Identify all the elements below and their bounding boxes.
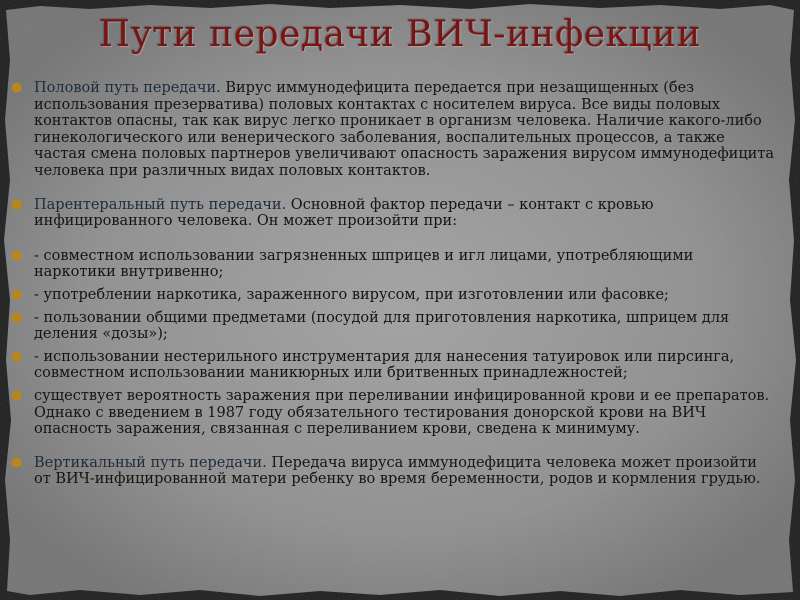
- item-text: - пользовании общими предметами (посудой для приготовления наркотика, шприцем для деления «дозы»);: [34, 309, 730, 343]
- slide-title: Пути передачи ВИЧ-инфекции: [98, 14, 702, 55]
- list-item: [11, 80, 774, 180]
- list-item: [11, 309, 774, 343]
- list-item: [11, 196, 774, 230]
- bullet-list: [11, 80, 774, 488]
- item-heading: Половой путь передачи.: [34, 80, 221, 96]
- item-text: - употреблении наркотика, зараженного вирусом, при изготовлении или фасовке;: [34, 286, 669, 303]
- bullet-icon: ●: [11, 348, 23, 364]
- list-item: [11, 348, 774, 382]
- list-item: [11, 454, 774, 488]
- bullet-icon: ●: [11, 387, 23, 403]
- list-item: [11, 286, 774, 304]
- item-text: - совместном использовании загрязненных шприцев и игл лицами, употребляющими наркотики внутривенно;: [34, 247, 694, 281]
- bullet-icon: ●: [11, 286, 23, 302]
- item-text: существует вероятность заражения при переливании инфицированной крови и ее препаратов. Однако с введением в 1987 году обязательного тестирования донорской крови на ВИЧ опасность заражения, связанная с переливанием крови, сведена к минимуму.: [34, 387, 770, 438]
- bullet-icon: ●: [11, 80, 23, 95]
- item-text: Вирус иммунодефицита передается при незащищенных (без использования презерватива) половых контактах с носителем вируса. Все виды половых контактов опасны, так как вирус легко проникает в организм человека. Наличие какого-либо гинекологического или венерического заболевания, воспалительных процессов, а также частая смена половых партнеров увеличивают опасность заражения вирусом иммунодефицита человека при различных видах половых контактов.: [34, 80, 774, 179]
- bullet-icon: ●: [11, 454, 23, 470]
- bullet-icon: ●: [11, 309, 23, 325]
- item-heading: Вертикальный путь передачи.: [34, 454, 267, 471]
- item-text: - использовании нестерильного инструментария для нанесения татуировок или пирсинга, совместном использовании маникюрных или бритвенных принадлежностей;: [34, 348, 735, 382]
- bullet-icon: ●: [11, 247, 23, 263]
- list-item: [11, 387, 774, 438]
- list-item: [11, 247, 774, 281]
- item-heading: Парентеральный путь передачи.: [34, 196, 287, 213]
- item-text: Передача вируса иммунодефицита человека может произойти от ВИЧ-инфицированной матери ребенку во время беременности, родов и кормления грудью.: [34, 454, 761, 488]
- bullet-icon: ●: [11, 196, 23, 212]
- item-text: Основной фактор передачи – контакт с кровью инфицированного человека. Он может произойти при:: [34, 196, 654, 230]
